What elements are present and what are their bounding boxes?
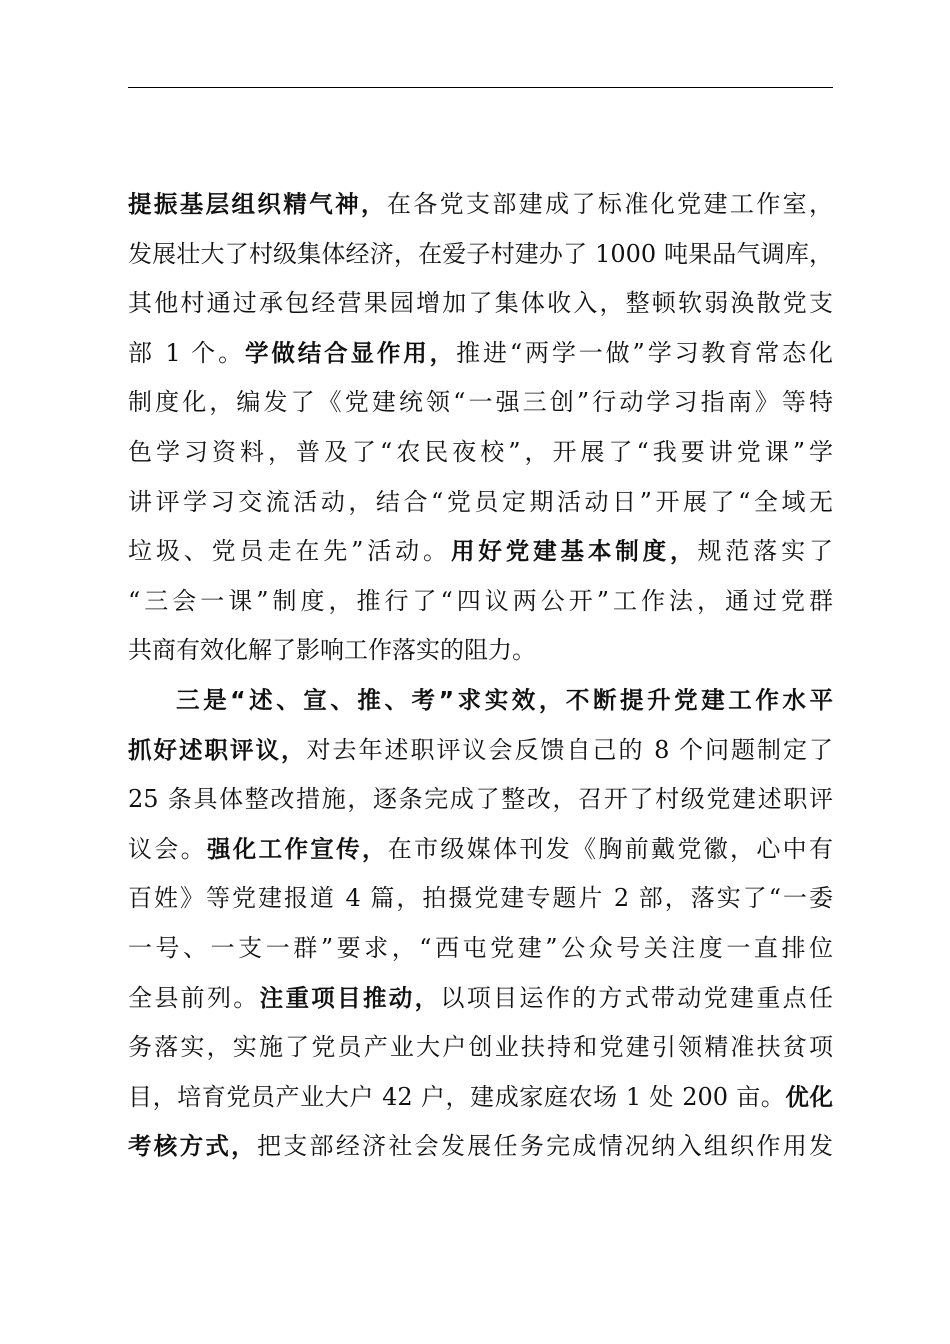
body-run-text: 对去年述职评议会反馈自己的 8 个问题制定了 [306,735,834,764]
paragraph-1-line [128,478,833,528]
paragraph-2-line [128,1023,833,1073]
paragraph-2-line [128,1073,833,1123]
paragraph-1-line [128,180,833,230]
header-rule [128,87,833,88]
body-run-text: 目，培育党员产业大户 42 户，建成家庭农场 1 处 200 亩。 [128,1082,786,1111]
body-run-text: 在各党支部建成了标准化党建工作室， [386,190,834,218]
body-run-text: 议会。 [128,834,207,863]
body-run-text: 发展壮大了村级集体经济，在爱子村建办了 1000 吨果品气调库， [128,239,833,268]
paragraph-1-line [128,428,833,478]
body-run-text: 规范落实了 [697,537,833,566]
body-text [128,180,833,1172]
paragraph-2-line [128,825,833,875]
bold-heading-text: 注重项目推动， [259,983,441,1012]
body-run-text: “三会一课”制度，推行了“四议两公开”工作法，通过党群 [128,586,833,615]
bold-heading-text: 三是“述、宣、推、考”求实效，不断提升党建工作水平 [176,685,833,714]
body-run-text: 以项目运作的方式带动党建重点任 [440,983,834,1012]
paragraph-1-line [128,329,833,379]
bold-heading-text: 提振基层组织精气神， [128,190,387,218]
body-run-text: 25 条具体整改措施，逐条完成了整改，召开了村级党建述职评 [128,785,833,814]
body-run-text: 全县前列。 [128,983,260,1012]
paragraph-2-line [128,974,833,1024]
body-run-text: 垃圾、党员走在先”活动。 [128,537,451,566]
paragraph-2-line [128,775,833,825]
body-run-text: 色学习资料，普及了“农民夜校”，开展了“我要讲党课”学 [128,437,833,466]
paragraph-1-line [128,378,833,428]
paragraph-2 [128,676,833,1172]
paragraph-2-line [128,726,833,776]
body-run-text: 一号、一支一群”要求，“西屯党建”公众号关注度一直排位 [128,933,833,962]
bold-heading-text: 用好党建基本制度， [450,537,698,566]
body-run-text: 推进“两学一做”学习教育常态化 [456,338,834,367]
body-run-text: 把支部经济社会发展任务完成情况纳入组织作用发 [256,1132,834,1161]
body-run-text: 制度化，编发了《党建统领“一强三创”行动学习指南》等特 [128,388,833,417]
paragraph-1-line [128,527,833,577]
paragraph-1-line [128,626,833,676]
bold-heading-text: 抓好述职评议， [128,735,307,764]
body-run-text: 务落实，实施了党员产业大户创业扶持和党建引领精准扶贫项 [128,1033,833,1062]
body-run-text: 其他村通过承包经营果园增加了集体收入，整顿软弱涣散党支 [128,289,833,318]
paragraph-1-line [128,230,833,280]
paragraph-1 [128,180,833,676]
bold-heading-text: 学做结合显作用， [244,338,457,367]
bold-heading-text: 考核方式， [128,1132,257,1161]
bold-heading-text: 强化工作宣传， [206,834,388,863]
paragraph-2-line [128,924,833,974]
paragraph-2-line [128,874,833,924]
body-run-text: 共商有效化解了影响工作落实的阻力。 [128,636,536,665]
paragraph-2-line [128,1122,833,1172]
bold-heading-text: 优化 [785,1082,833,1111]
paragraph-1-line [128,279,833,329]
body-run-text: 在市级媒体刊发《胸前戴党徽，心中有 [387,834,834,863]
body-run-text: 讲评学习交流活动，结合“党员定期活动日”开展了“全域无 [128,487,833,516]
paragraph-2-line [128,676,833,726]
body-run-text: 百姓》等党建报道 4 篇，拍摄党建专题片 2 部，落实了“一委 [128,884,833,913]
paragraph-1-line [128,577,833,627]
body-run-text: 部 1 个。 [128,338,245,367]
